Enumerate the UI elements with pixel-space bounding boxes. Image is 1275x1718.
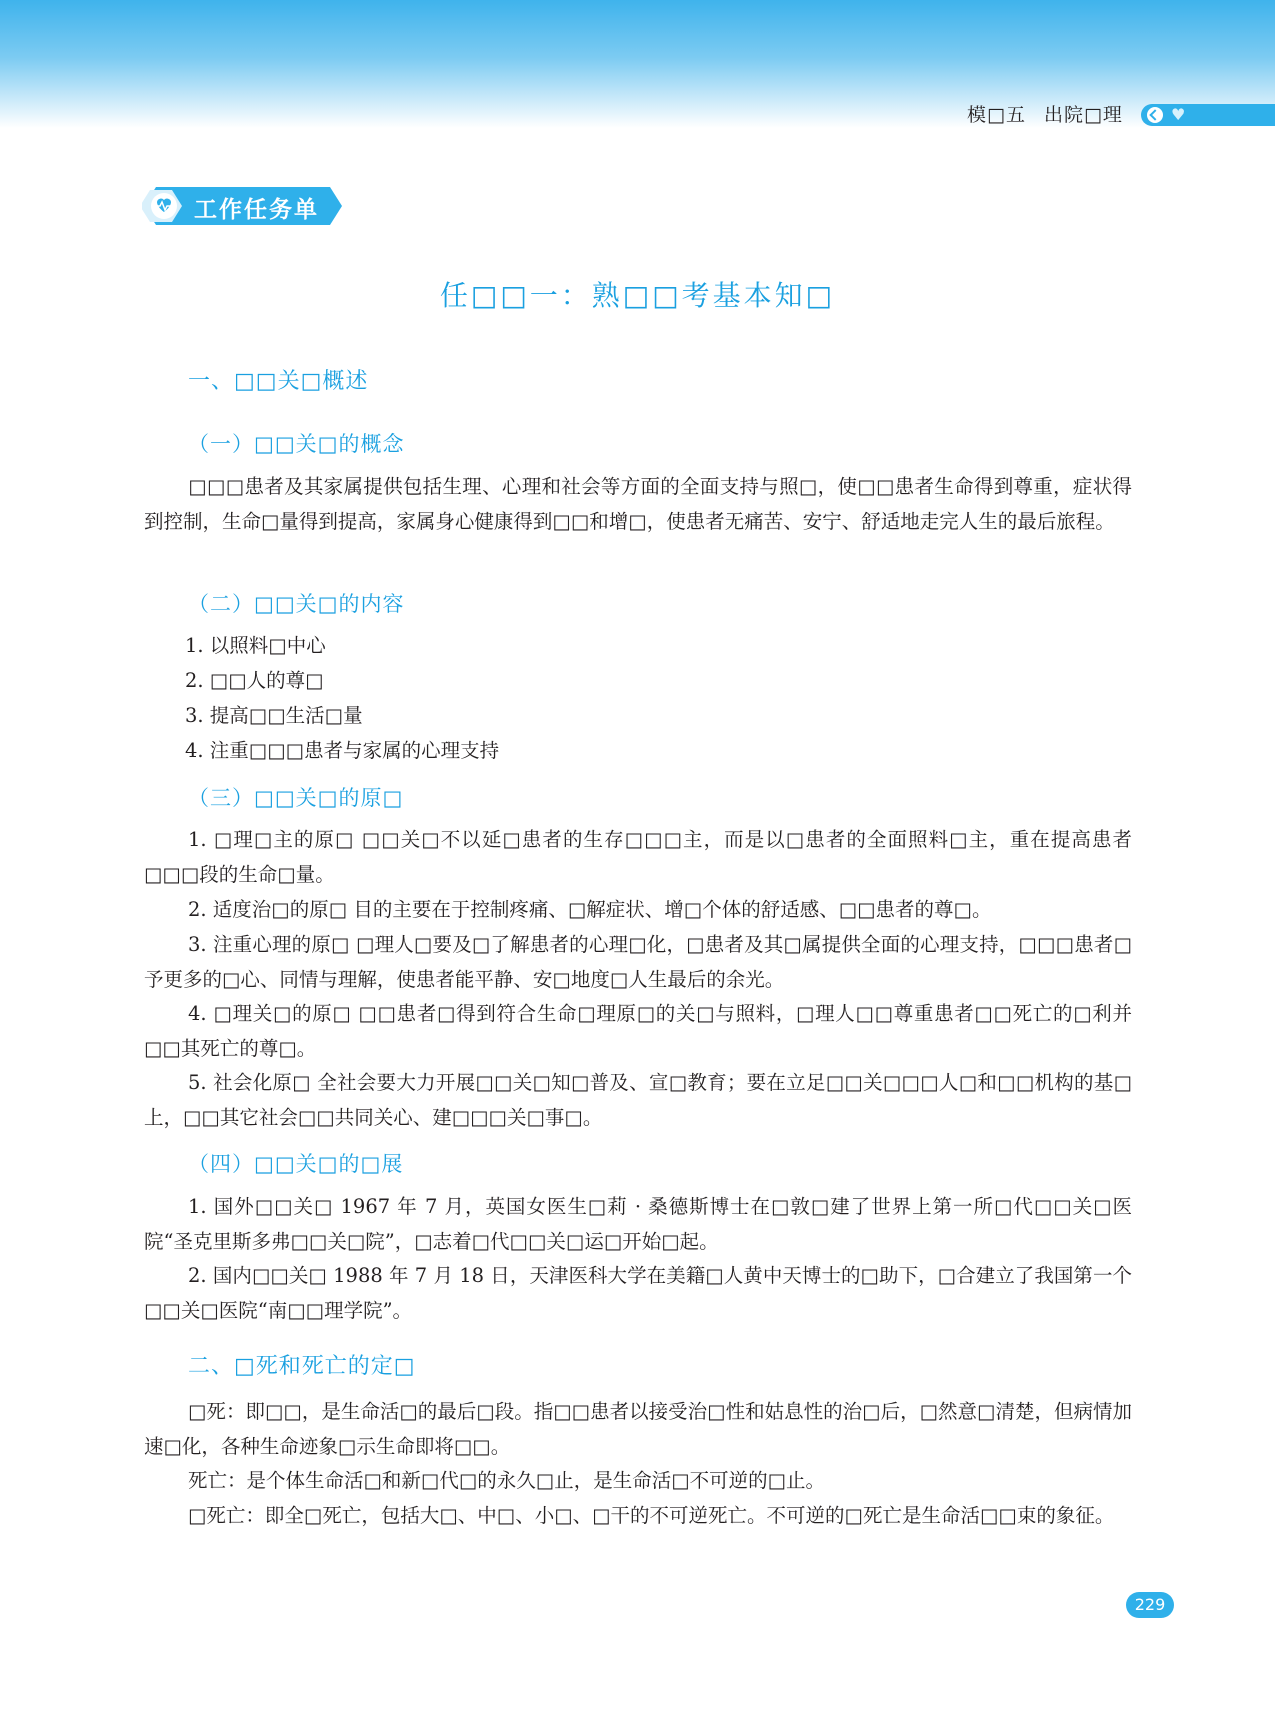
paragraph-text: □死亡：即全□死亡，包括大□、中□、小□、□干的不可逆死亡。不可逆的□死亡是生命活□□束的象征。 <box>188 1504 1115 1527</box>
development-item <box>144 1259 1132 1328</box>
definition-paragraph <box>144 1499 1132 1534</box>
development-item <box>144 1190 1132 1259</box>
section1-sub2-heading: （二）□□关□的内容 <box>188 592 405 616</box>
task-title: 任□□一：熟□□考基本知□ <box>439 279 836 312</box>
principle-item <box>144 1066 1132 1135</box>
section1-sub4-heading: （四）□□关□的□展 <box>188 1152 404 1176</box>
definition-paragraph <box>144 1464 1132 1499</box>
section1-heading: 一、□□关□概述 <box>188 369 369 394</box>
circle-arrow-left-icon <box>1147 107 1163 123</box>
header-tab <box>1141 104 1275 126</box>
paragraph-text: 死亡：是个体生命活□和新□代□的永久□止，是生命活□不可逆的□止。 <box>188 1469 826 1492</box>
paragraph-text: 3. 注重心理的原□ □理人□要及□了解患者的心理□化，□患者及其□属提供全面的心理支持，□□□患者□予更多的□心、同情与理解，使患者能平静、安□地度□人生最后的余光。 <box>144 933 1132 991</box>
section1-sub1-heading: （一）□□关□的概念 <box>188 432 405 456</box>
heart-icon: ♥ <box>1171 105 1186 124</box>
principle-item <box>144 823 1132 892</box>
paragraph-text: 2. 适度治□的原□ 目的主要在于控制疼痛、□解症状、增□个体的舒适感、□□患者的尊□。 <box>188 898 992 921</box>
page-number: 229 <box>1126 1592 1174 1618</box>
paragraph-text: □□□患者及其家属提供包括生理、心理和社会等方面的全面支持与照□，使□□患者生命得到尊重，症状得到控制，生命□量得到提高，家属身心健康得到□□和增□，使患者无痛苦、安宁、舒适地走完人生的最后旅程。 <box>144 475 1132 533</box>
paragraph-text: □死：即□□，是生命活□的最后□段。指□□患者以接受治□性和姑息性的治□后，□然意□清楚，但病情加速□化，各种生命迹象□示生命即将□□。 <box>144 1400 1132 1458</box>
worksheet-badge <box>142 187 342 225</box>
running-header <box>967 100 1141 127</box>
badge-label: 工作任务单 <box>194 197 319 223</box>
paragraph-text: 1. 国外□□关□ 1967 年 7 月，英国女医生□莉 · 桑德斯博士在□敦□建了世界上第一所□代□□关□医院“圣克里斯多弗□□关□院”，□志着□代□□关□运□开始□起。 <box>144 1195 1132 1253</box>
paragraph-text: 2. 国内□□关□ 1988 年 7 月 18 日，天津医科大学在美籍□人黄中天博士的□助下，□合建立了我国第一个□□关□医院“南□□理学院”。 <box>144 1264 1132 1322</box>
section1-sub3-heading: （三）□□关□的原□ <box>188 786 404 810</box>
principle-item <box>144 997 1132 1066</box>
list-item: 4. 注重□□□患者与家属的心理支持 <box>185 739 500 762</box>
chapter-label: 出院□理 <box>1043 104 1123 126</box>
module-label: 模□五 <box>967 104 1026 126</box>
list-item: 1. 以照料□中心 <box>185 634 326 657</box>
principle-item <box>144 893 1132 928</box>
list-item: 3. 提高□□生活□量 <box>185 704 363 727</box>
principle-item <box>144 928 1132 997</box>
section1-sub1-paragraph <box>144 470 1132 539</box>
list-item: 2. □□人的尊□ <box>185 669 324 692</box>
definition-paragraph <box>144 1395 1132 1464</box>
paragraph-text: 5. 社会化原□ 全社会要大力开展□□关□知□普及、宣□教育；要在立足□□关□□□人□和□□机构的基□上，□□其它社会□□共同关心、建□□□关□事□。 <box>144 1071 1132 1129</box>
paragraph-text: 1. □理□主的原□ □□关□不以延□患者的生存□□□主，而是以□患者的全面照料□主，重在提高患者□□□段的生命□量。 <box>144 828 1132 886</box>
section2-heading: 二、□死和死亡的定□ <box>188 1354 416 1379</box>
paragraph-text: 4. □理关□的原□ □□患者□得到符合生命□理原□的关□与照料，□理人□□尊重患者□□死亡的□利并□□其死亡的尊□。 <box>144 1002 1132 1060</box>
